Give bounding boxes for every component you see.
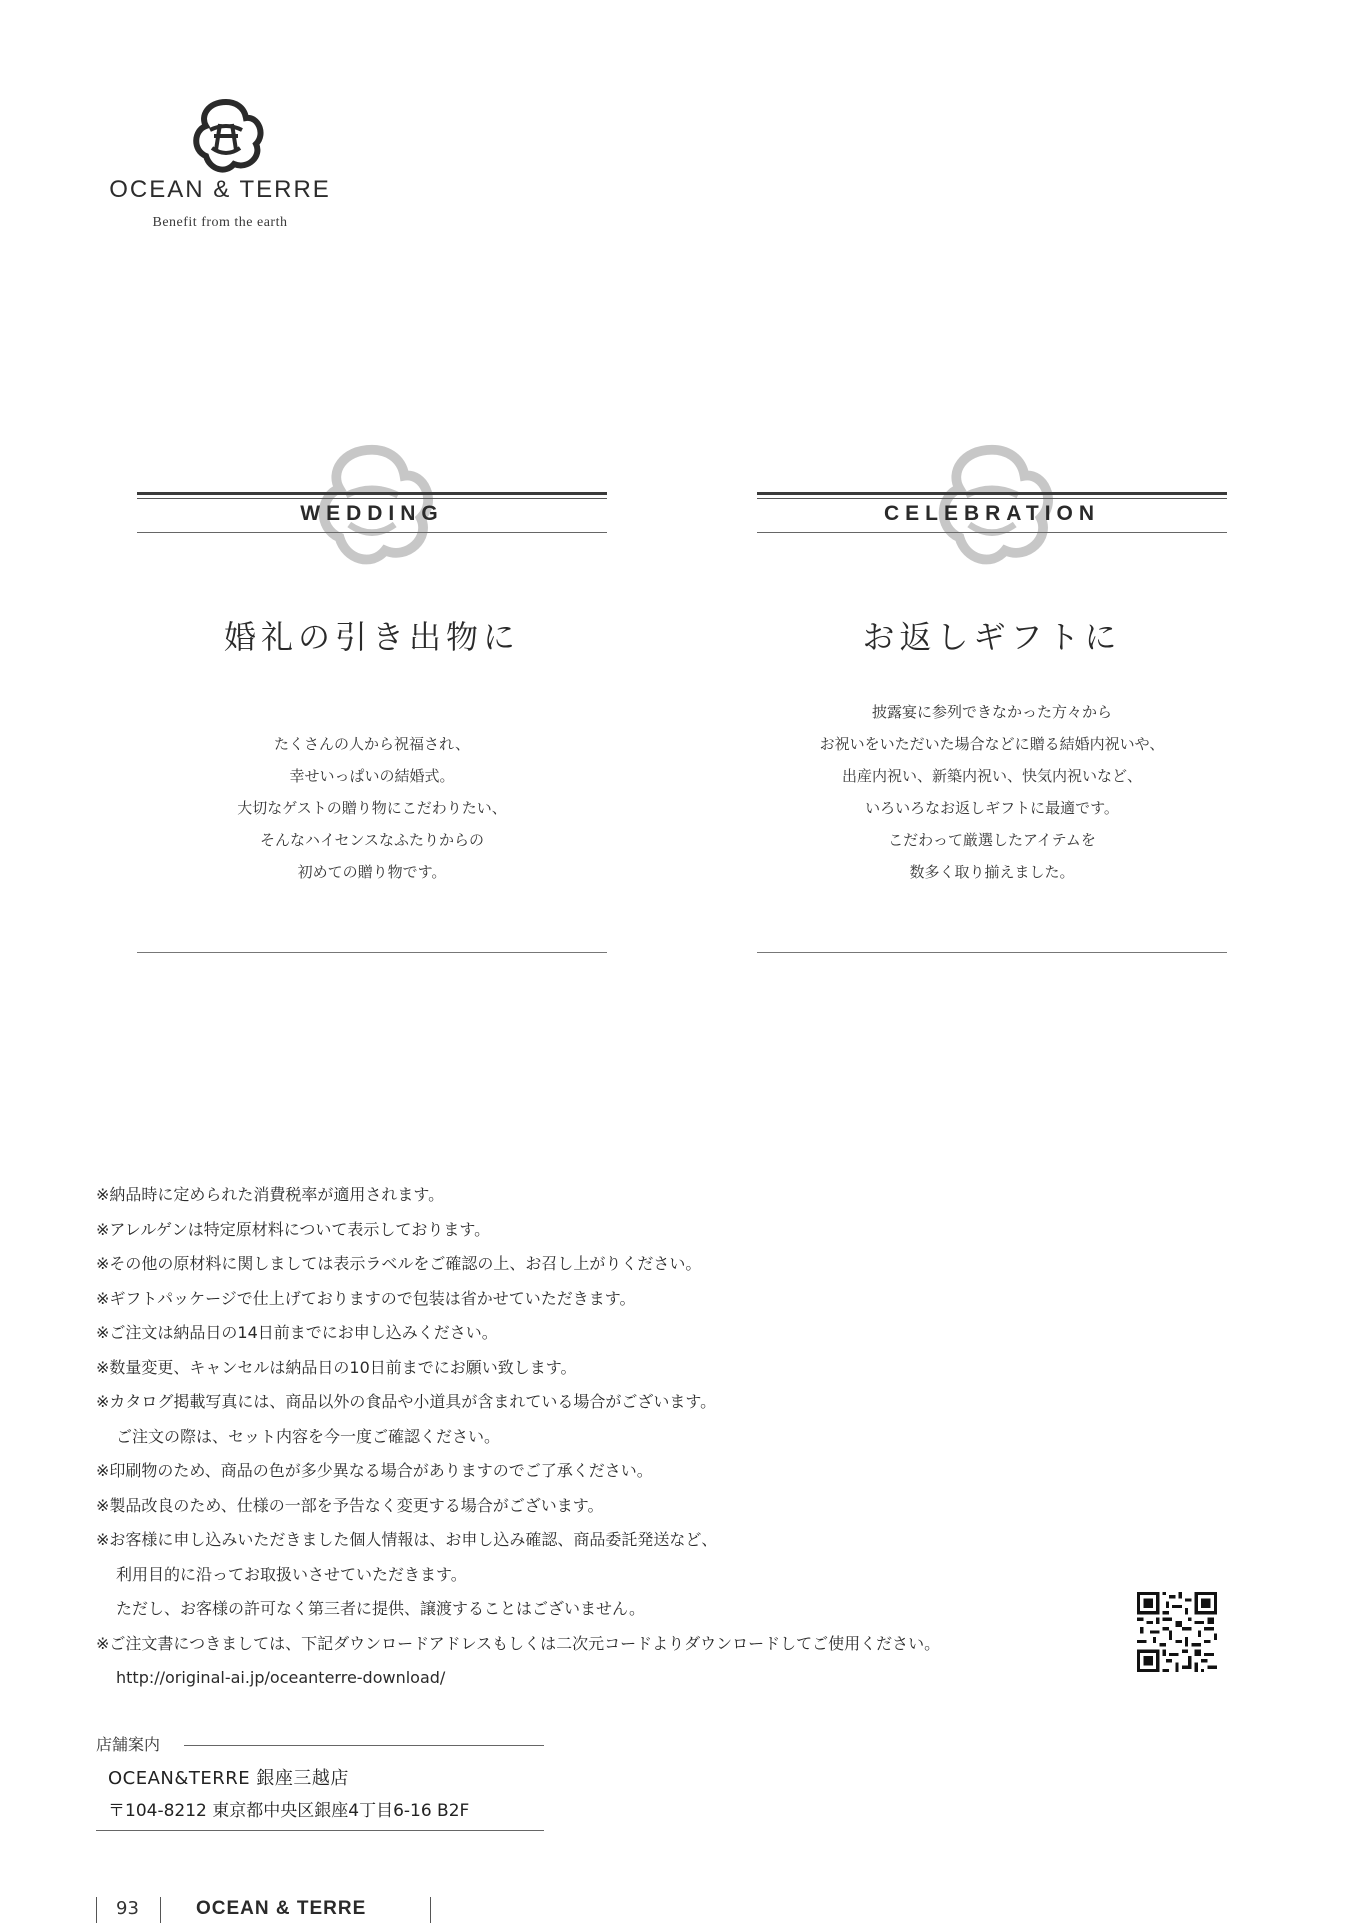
note-item: ※その他の原材料に関しましては表示ラベルをご確認の上、お召し上がりください。	[96, 1254, 702, 1273]
note-item: ※ご注文は納品日の14日前までにお申し込みください。	[96, 1323, 498, 1342]
note-item: ご注文の際は、セット内容を今一度ご確認ください。	[116, 1426, 501, 1446]
brand-tagline: Benefit from the earth	[152, 215, 288, 230]
brand-logo	[186, 96, 266, 176]
section-label: WEDDING	[300, 502, 444, 525]
note-item: ※ご注文書につきましては、下記ダウンロードアドレスもしくは二次元コードよりダウンロードしてご使用ください。	[96, 1633, 941, 1653]
section-body	[757, 696, 1227, 888]
qr-code-icon[interactable]	[1137, 1592, 1217, 1672]
notes-list	[96, 1178, 1146, 1696]
note-item: ※印刷物のため、商品の色が多少異なる場合がありますのでご了承ください。	[96, 1461, 653, 1480]
section-label: CELEBRATION	[883, 502, 1101, 525]
body-line: いろいろなお返しギフトに最適です。	[865, 799, 1119, 817]
section-heading: 婚礼の引き出物に	[223, 618, 520, 656]
section-rule	[137, 498, 607, 499]
page-number: 93	[116, 1898, 139, 1919]
brand-name: OCEAN & TERRE	[109, 176, 331, 203]
section-body	[137, 728, 607, 888]
section-rule	[137, 492, 607, 495]
download-url[interactable]: http://original-ai.jp/oceanterre-download/	[116, 1668, 446, 1687]
body-line: たくさんの人から祝福され、	[274, 735, 470, 753]
body-line: そんなハイセンスなふたりからの	[259, 831, 485, 849]
section-heading: お返しギフトに	[862, 618, 1122, 656]
shop-address: 〒104-8212 東京都中央区銀座4丁目6-16 B2F	[108, 1801, 470, 1821]
body-line: 出産内祝い、新築内祝い、快気内祝いなど、	[841, 767, 1142, 785]
footer-brand: OCEAN & TERRE	[196, 1898, 367, 1919]
section-divider	[757, 952, 1227, 953]
section-divider	[137, 952, 607, 953]
note-item: ※カタログ掲載写真には、商品以外の食品や小道具が含まれている場合がございます。	[96, 1392, 717, 1411]
note-item: ※製品改良のため、仕様の一部を予告なく変更する場合がございます。	[96, 1495, 604, 1515]
note-item: 利用目的に沿ってお取扱いさせていただきます。	[116, 1564, 467, 1584]
body-line: こだわって厳選したアイテムを	[888, 831, 1096, 849]
shop-info-label: 店舗案内	[96, 1735, 161, 1754]
note-item: ※ギフトパッケージで仕上げておりますので包装は省かせていただきます。	[96, 1288, 636, 1308]
shop-rule	[96, 1830, 544, 1831]
note-item: ※お客様に申し込みいただきました個人情報は、お申し込み確認、商品委託発送など、	[96, 1530, 718, 1549]
body-line: 大切なゲストの贈り物にこだわりたい、	[237, 799, 507, 817]
wedding-section	[137, 440, 607, 960]
footer-divider	[430, 1897, 431, 1923]
celebration-section	[757, 440, 1227, 960]
shop-rule	[184, 1745, 544, 1746]
note-item: ※納品時に定められた消費税率が適用されます。	[96, 1185, 445, 1204]
footer-divider	[96, 1897, 97, 1923]
section-rule	[757, 498, 1227, 499]
note-item: ※アレルゲンは特定原材料について表示しております。	[96, 1219, 491, 1239]
footer-divider	[160, 1897, 161, 1923]
body-line: 幸せいっぱいの結婚式。	[289, 767, 455, 785]
section-rule	[757, 492, 1227, 495]
note-item: ただし、お客様の許可なく第三者に提供、譲渡することはございません。	[116, 1599, 645, 1618]
note-item: ※数量変更、キャンセルは納品日の10日前までにお願い致します。	[96, 1357, 577, 1377]
body-line: 初めての贈り物です。	[297, 863, 447, 881]
section-rule	[757, 532, 1227, 533]
body-line: 数多く取り揃えました。	[909, 863, 1075, 881]
body-line: お祝いをいただいた場合などに贈る結婚内祝いや、	[819, 735, 1165, 753]
body-line: 披露宴に参列できなかった方々から	[871, 703, 1112, 721]
section-rule	[137, 532, 607, 533]
shop-name: OCEAN&TERRE 銀座三越店	[108, 1768, 349, 1789]
